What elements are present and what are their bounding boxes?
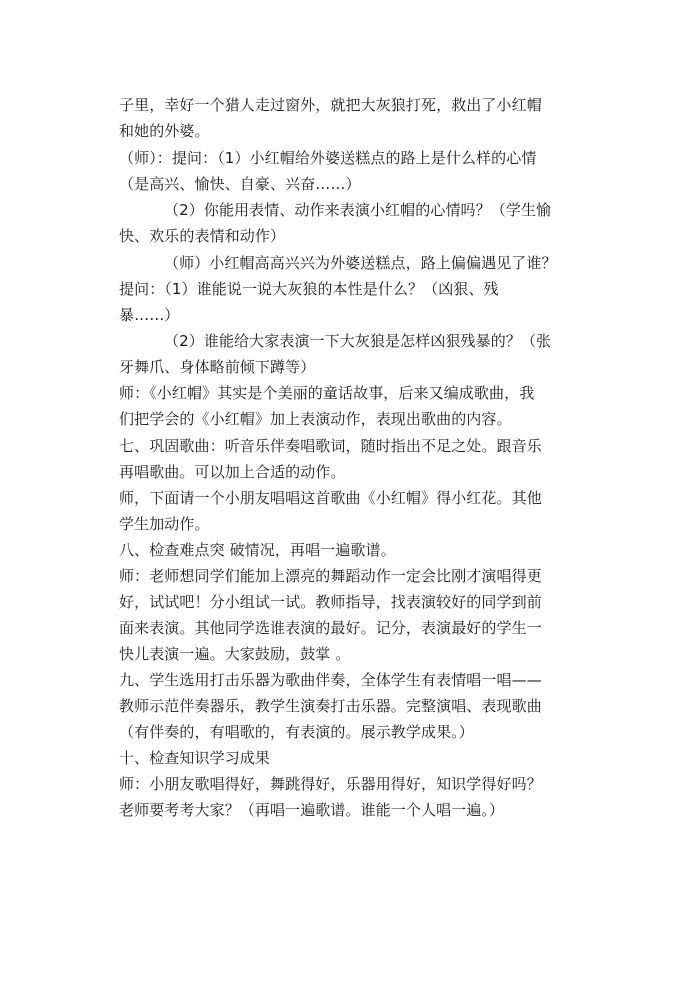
text-line: 师，下面请一个小朋友唱唱这首歌曲《小红帽》得小红花。其他 <box>119 489 542 507</box>
text-line: （2）你能用表情、动作来表演小红帽的心情吗？（学生愉 <box>164 201 552 219</box>
text-line: （是高兴、愉快、自豪、兴奋……） <box>119 175 361 193</box>
text-line: 老师要考考大家？（再唱一遍歌谱。谁能一个人唱一遍。） <box>119 801 505 819</box>
text-line: （有伴奏的，有唱歌的，有表演的。展示教学成果。） <box>119 723 474 741</box>
text-line: 们把学会的《小红帽》加上表演动作，表现出歌曲的内容。 <box>119 410 512 428</box>
text-line: 牙舞爪、身体略前倾下蹲等） <box>119 358 316 376</box>
text-line: 教师示范伴奏器乐，教学生演奏打击乐器。完整演唱、表现歌曲 <box>119 697 542 715</box>
text-line: 学生加动作。 <box>119 515 210 533</box>
text-line: 师：老师想同学们能加上漂亮的舞蹈动作一定会比刚才演唱得更 <box>119 567 542 585</box>
text-line: 十、检查知识学习成果 <box>119 749 271 767</box>
text-line: 师：《小红帽》其实是个美丽的童话故事，后来又编成歌曲，我 <box>119 384 535 402</box>
text-line: 好，试试吧！分小组试一试。教师指导，找表演较好的同学到前 <box>119 593 542 611</box>
text-line: 八、检查难点突 破情况，再唱一遍歌谱。 <box>119 541 396 559</box>
text-line: 再唱歌曲。可以加上合适的动作。 <box>119 463 346 481</box>
text-line: （2）谁能给大家表演一下大灰狼是怎样凶狠残暴的？（张 <box>164 332 552 350</box>
text-line: 快、欢乐的表情和动作） <box>119 227 286 245</box>
text-line: （师）：提问：（1）小红帽给外婆送糕点的路上是什么样的心情 <box>119 149 537 167</box>
text-line: 面来表演。其他同学选谁表演的最好。记分，表演最好的学生一 <box>119 619 542 637</box>
text-line: 暴……） <box>119 306 180 324</box>
text-line: 七、巩固歌曲：听音乐伴奏唱歌词，随时指出不足之处。跟音乐 <box>119 437 542 455</box>
text-line: 和她的外婆。 <box>119 122 210 140</box>
text-line: 师：小朋友歌唱得好，舞跳得好，乐器用得好，知识学得好吗？ <box>119 775 542 793</box>
text-line: （师）小红帽高高兴兴为外婆送糕点，路上偏偏遇见了谁？ <box>164 254 557 272</box>
text-line: 快儿表演一遍。大家鼓励，鼓掌 。 <box>119 645 351 663</box>
text-line: 子里，幸好一个猎人走过窗外，就把大灰狼打死，救出了小红帽 <box>119 96 542 114</box>
text-line: 提问：（1）谁能说一说大灰狼的本性是什么？（凶狠、残 <box>119 280 499 298</box>
text-line: 九、学生选用打击乐器为歌曲伴奏，全体学生有表情唱一唱—— <box>119 671 542 689</box>
